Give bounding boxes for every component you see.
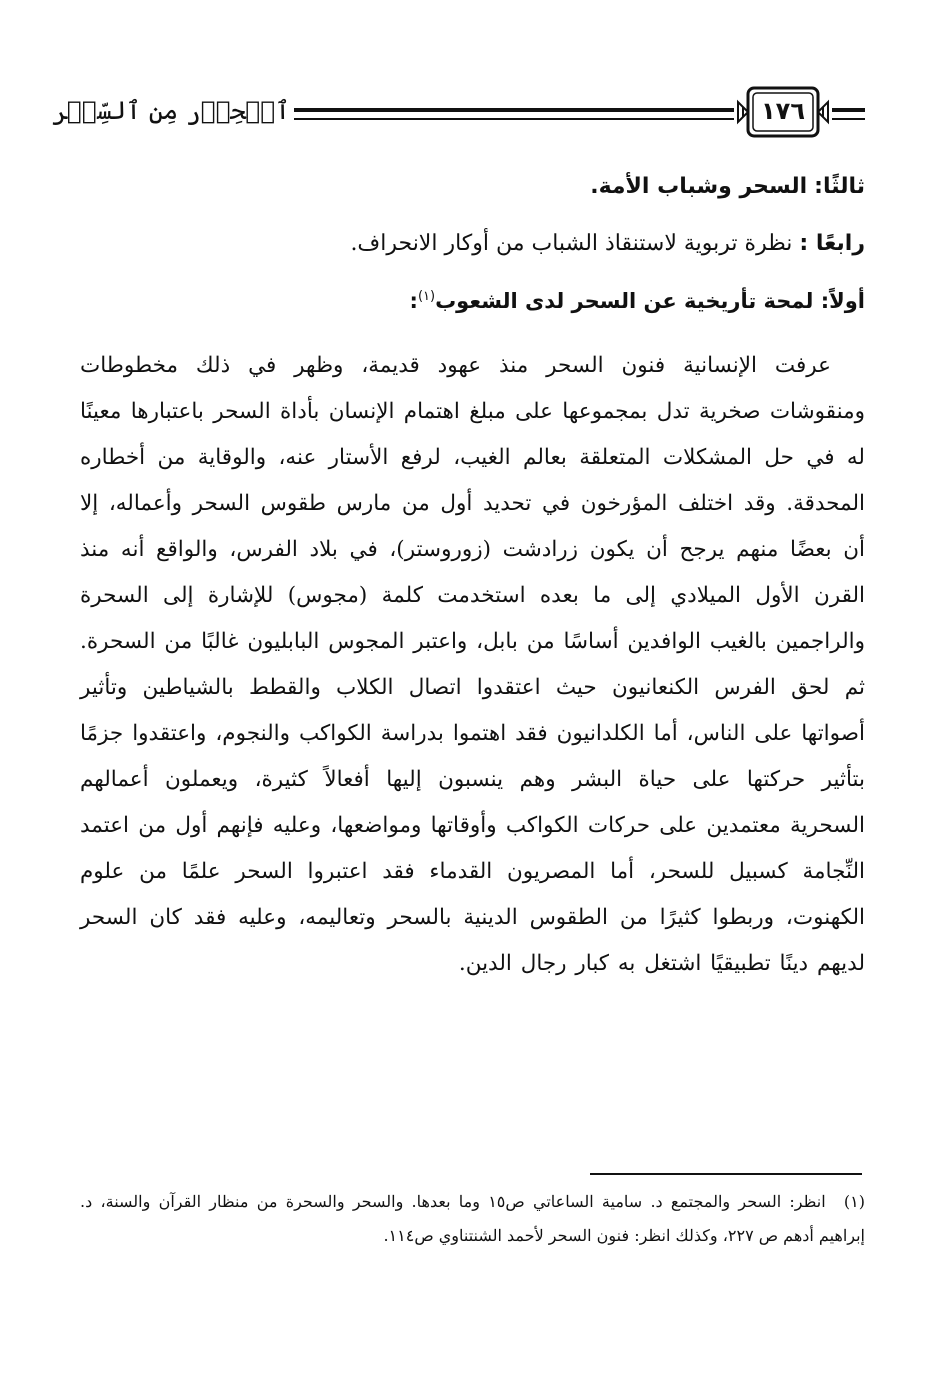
footnote-reference[interactable]: (١) [417,289,436,304]
footnote-marker: (١) [843,1192,865,1211]
footnote-divider [590,1173,862,1175]
footnote-text: انظر: السحر والمجتمع د. سامية الساعاتي ص١٥ وما بعدها. والسحر والسحرة من منظار القرآن والسنة، د. إبراهيم أدهم ص ٢٢٧، وكذلك انظر: فنون السحر لأحمد الشنتناوي ص١١٤. [80,1192,865,1245]
section-heading-colon: : [409,289,418,313]
page-content [80,172,865,987]
section-heading-text: لمحة تأريخية عن السحر لدى الشعوب [435,289,814,313]
header-rule-right [832,108,865,120]
outline-item-third [80,172,865,229]
outline-label: ثالثًا: [814,174,865,199]
section-heading [80,286,865,343]
section-heading-label: أولاً: [820,289,865,313]
outline-label: رابعًا : [799,231,865,256]
outline-text: السحر وشباب الأمة. [590,174,808,199]
page-header [52,78,865,152]
header-rule-left [294,108,734,120]
body-paragraph: عرفت الإنسانية فنون السحر منذ عهود قديمة، وظهر في ذلك مخطوطات ومنقوشات صخرية تدل بمجموعها على مبلغ اهتمام الإنسان بأداة السحر باعتبارها معينًا له في حل المشكلات المتعلقة بعالم الغيب، لرفع الأستار عنه، والوقاية من أخطاره المحدقة. وقد اختلف المؤرخون في تحديد أول من مارس طقوس السحر وأعماله، إلا أن بعضًا منهم يرجح أن يكون زرادشت (زوروستر)، في بلاد الفرس، والواقع أنه منذ القرن الأول الميلادي إلى ما بعده استخدمت كلمة (مجوس) للإشارة إلى السحرة والراجمين بالغيب الوافدين أساسًا من بابل، واعتبر المجوس البابليون غالبًا من السحرة. ثم لحق الفرس الكنعانيون حيث اعتقدوا اتصال الكلاب والقطط بالشياطين وتأثير أصواتها على الناس، أما الكلدانيون فقد اهتموا بدراسة الكواكب والنجوم، واعتقدوا جزمًا بتأثير حركتها على حياة البشر وهم ينسبون إليها أفعالاً كثيرة، ويعملون أعمالهم السحرية معتمدين على حركات الكواكب وأوقاتها ومواضعها، وعليه فإنهم أول من اعتمد النِّجامة كسبيل للسحر، أما المصريون القدماء فقد اعتبروا السحر علمًا من علوم الكهنوت، وربطوا كثيرًا من الطقوس الدينية بالسحر وتعاليمه، وعليه فقد كان السحر لديهم دينًا تطبيقيًا اشتغل به كبار رجال الدين. [80,353,865,976]
footnote [80,1185,865,1253]
page-number: ١٧٦ [761,97,805,125]
running-book-title: ٱلۡحِذۡر مِن ٱلسِّحۡر [52,96,290,125]
outline-item-fourth [80,229,865,286]
page-number-frame [734,84,832,140]
outline-text: نظرة تربوية لاستنقاذ الشباب من أوكار الانحراف. [350,231,793,256]
